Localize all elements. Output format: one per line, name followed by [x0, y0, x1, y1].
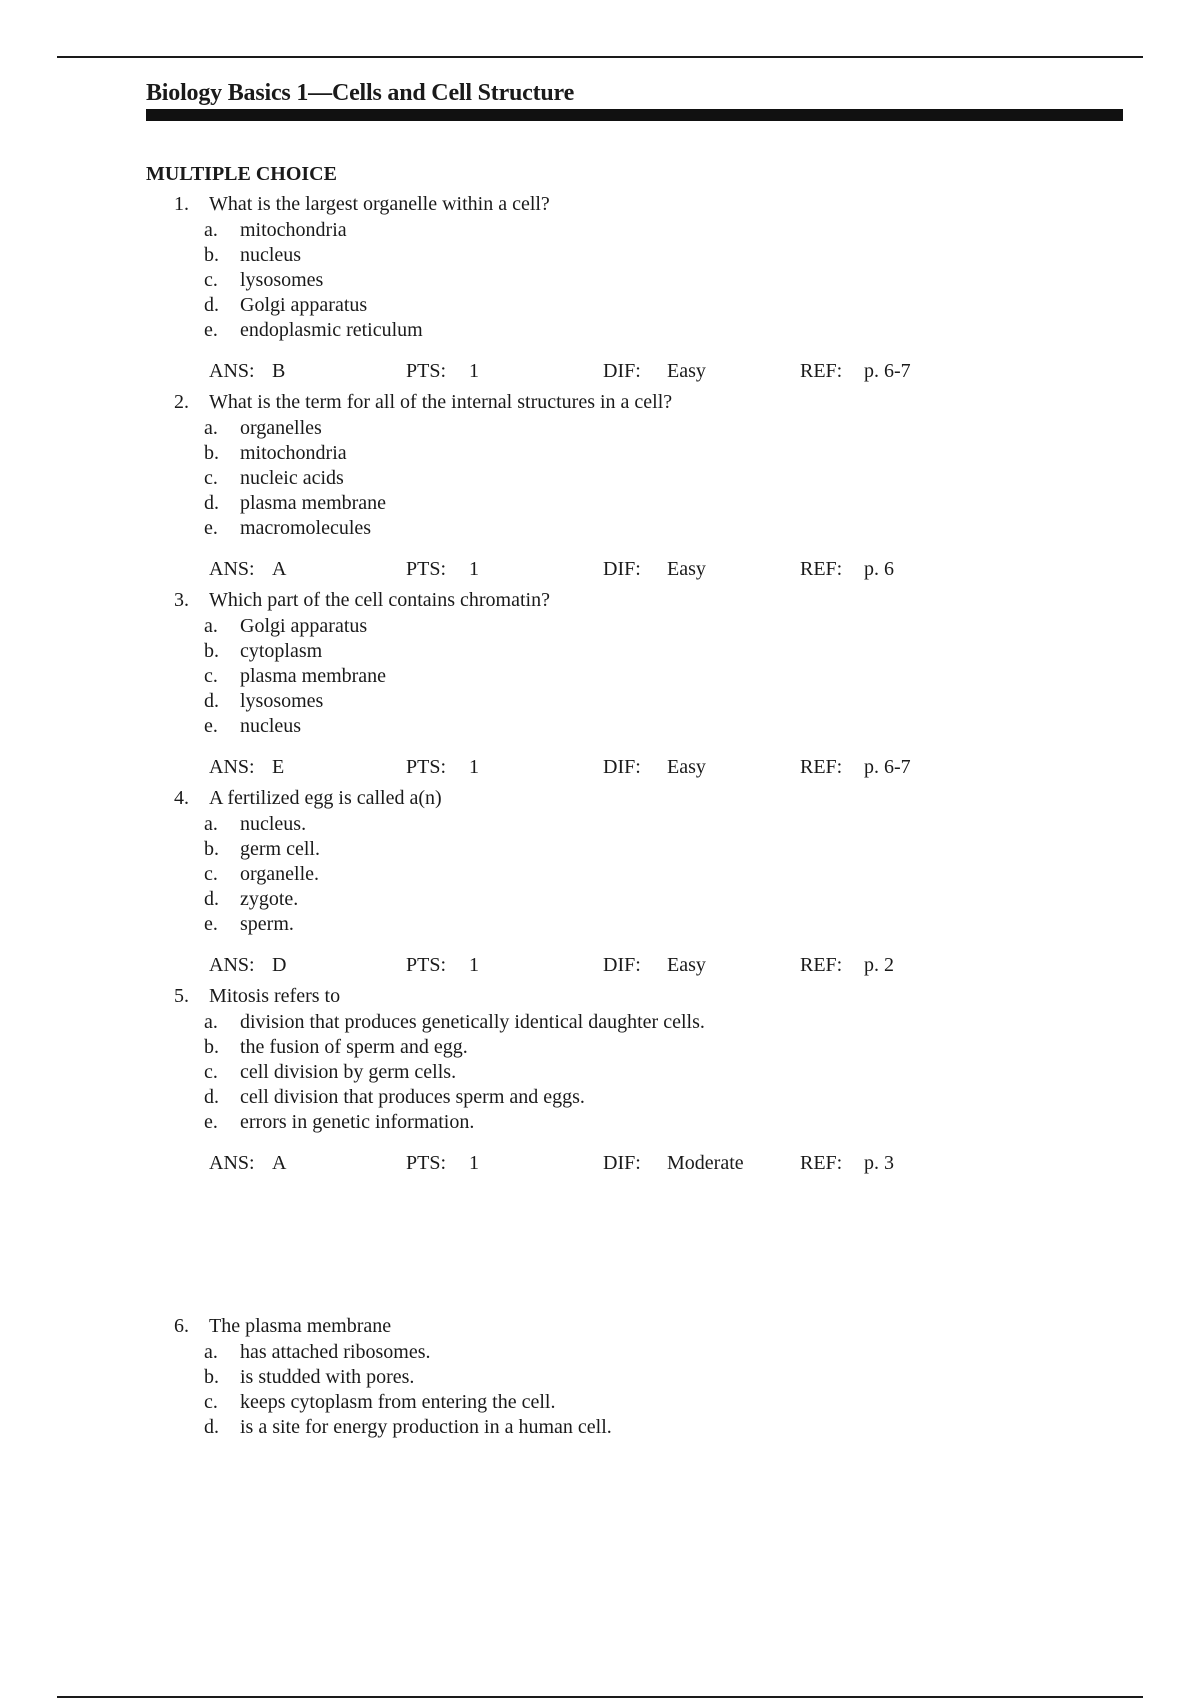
- option-text: mitochondria: [240, 219, 347, 241]
- reference-value: p. 3: [864, 1152, 894, 1174]
- option-text: errors in genetic information.: [240, 1111, 475, 1133]
- answer-label: ANS:: [209, 360, 255, 382]
- option-letter: b.: [204, 1366, 219, 1388]
- difficulty-label: DIF:: [603, 954, 641, 976]
- option-letter: d.: [204, 690, 219, 712]
- option-text: nucleus: [240, 715, 302, 737]
- difficulty-label: DIF:: [603, 558, 641, 580]
- option-letter: b.: [204, 640, 219, 662]
- option-text: is studded with pores.: [240, 1366, 415, 1388]
- difficulty-label: DIF:: [603, 1152, 641, 1174]
- option-text: plasma membrane: [240, 492, 387, 514]
- option-text: Golgi apparatus: [240, 294, 368, 316]
- option-letter: a.: [204, 417, 218, 439]
- points-label: PTS:: [406, 954, 447, 976]
- reference-value: p. 2: [864, 954, 894, 976]
- option-text: keeps cytoplasm from entering the cell.: [240, 1391, 556, 1413]
- title-underline-bar: [146, 109, 1123, 121]
- option-text: organelles: [240, 417, 322, 439]
- option-letter: b.: [204, 442, 219, 464]
- question-number: 1.: [174, 193, 189, 215]
- option-letter: c.: [204, 665, 218, 687]
- option-text: nucleus: [240, 244, 302, 266]
- option-text: lysosomes: [240, 690, 324, 712]
- question-number: 3.: [174, 589, 189, 611]
- question-text: What is the largest organelle within a cell?: [209, 193, 550, 215]
- option-letter: b.: [204, 1036, 219, 1058]
- option-letter: c.: [204, 1061, 218, 1083]
- reference-value: p. 6-7: [864, 756, 911, 778]
- option-text: macromolecules: [240, 517, 372, 539]
- answer-label: ANS:: [209, 756, 255, 778]
- option-text: plasma membrane: [240, 665, 387, 687]
- points-value: 1: [469, 360, 479, 382]
- bottom-page-rule: [57, 1696, 1143, 1698]
- question-number: 6.: [174, 1315, 189, 1337]
- option-text: cytoplasm: [240, 640, 323, 662]
- document-title: Biology Basics 1—Cells and Cell Structure: [146, 80, 575, 106]
- option-letter: c.: [204, 1391, 218, 1413]
- difficulty-value: Easy: [667, 954, 706, 976]
- answer-label: ANS:: [209, 1152, 255, 1174]
- answer-value: E: [272, 756, 285, 778]
- option-letter: d.: [204, 1086, 219, 1108]
- option-text: Golgi apparatus: [240, 615, 368, 637]
- answer-value: A: [272, 1152, 287, 1174]
- option-letter: b.: [204, 244, 219, 266]
- option-text: endoplasmic reticulum: [240, 319, 423, 341]
- option-letter: d.: [204, 888, 219, 910]
- points-label: PTS:: [406, 360, 447, 382]
- difficulty-value: Easy: [667, 360, 706, 382]
- option-text: cell division that produces sperm and eggs.: [240, 1086, 585, 1108]
- answer-value: D: [272, 954, 287, 976]
- option-letter: a.: [204, 813, 218, 835]
- option-letter: e.: [204, 319, 218, 341]
- points-value: 1: [469, 1152, 479, 1174]
- option-letter: e.: [204, 913, 218, 935]
- option-letter: e.: [204, 517, 218, 539]
- option-text: germ cell.: [240, 838, 320, 860]
- question-text: Mitosis refers to: [209, 985, 341, 1007]
- option-text: the fusion of sperm and egg.: [240, 1036, 468, 1058]
- answer-label: ANS:: [209, 558, 255, 580]
- option-text: organelle.: [240, 863, 320, 885]
- question-text: Which part of the cell contains chromatin?: [209, 589, 550, 611]
- option-letter: e.: [204, 1111, 218, 1133]
- section-heading: MULTIPLE CHOICE: [146, 163, 337, 185]
- difficulty-value: Easy: [667, 558, 706, 580]
- reference-label: REF:: [800, 360, 843, 382]
- question-number: 5.: [174, 985, 189, 1007]
- reference-value: p. 6-7: [864, 360, 911, 382]
- answer-value: B: [272, 360, 286, 382]
- difficulty-label: DIF:: [603, 360, 641, 382]
- option-text: nucleus.: [240, 813, 307, 835]
- answer-value: A: [272, 558, 287, 580]
- reference-label: REF:: [800, 954, 843, 976]
- option-letter: c.: [204, 467, 218, 489]
- option-text: zygote.: [240, 888, 299, 910]
- option-letter: d.: [204, 492, 219, 514]
- option-letter: e.: [204, 715, 218, 737]
- top-page-rule: [57, 56, 1143, 58]
- reference-label: REF:: [800, 558, 843, 580]
- points-label: PTS:: [406, 756, 447, 778]
- option-text: has attached ribosomes.: [240, 1341, 431, 1363]
- option-letter: c.: [204, 863, 218, 885]
- points-label: PTS:: [406, 1152, 447, 1174]
- option-letter: c.: [204, 269, 218, 291]
- option-letter: a.: [204, 1011, 218, 1033]
- option-text: lysosomes: [240, 269, 324, 291]
- difficulty-value: Easy: [667, 756, 706, 778]
- question-number: 4.: [174, 787, 189, 809]
- option-letter: d.: [204, 1416, 219, 1438]
- points-value: 1: [469, 558, 479, 580]
- points-value: 1: [469, 756, 479, 778]
- option-letter: a.: [204, 1341, 218, 1363]
- option-letter: a.: [204, 219, 218, 241]
- points-value: 1: [469, 954, 479, 976]
- option-text: division that produces genetically identical daughter cells.: [240, 1011, 705, 1033]
- difficulty-label: DIF:: [603, 756, 641, 778]
- option-text: nucleic acids: [240, 467, 344, 489]
- option-text: cell division by germ cells.: [240, 1061, 457, 1083]
- question-text: The plasma membrane: [209, 1315, 392, 1337]
- question-text: A fertilized egg is called a(n): [209, 787, 442, 809]
- option-text: is a site for energy production in a human cell.: [240, 1416, 612, 1438]
- option-letter: a.: [204, 615, 218, 637]
- option-letter: b.: [204, 838, 219, 860]
- difficulty-value: Moderate: [667, 1152, 744, 1174]
- option-text: mitochondria: [240, 442, 347, 464]
- points-label: PTS:: [406, 558, 447, 580]
- reference-value: p. 6: [864, 558, 894, 580]
- option-text: sperm.: [240, 913, 294, 935]
- reference-label: REF:: [800, 756, 843, 778]
- question-number: 2.: [174, 391, 189, 413]
- reference-label: REF:: [800, 1152, 843, 1174]
- option-letter: d.: [204, 294, 219, 316]
- answer-label: ANS:: [209, 954, 255, 976]
- question-text: What is the term for all of the internal structures in a cell?: [209, 391, 673, 413]
